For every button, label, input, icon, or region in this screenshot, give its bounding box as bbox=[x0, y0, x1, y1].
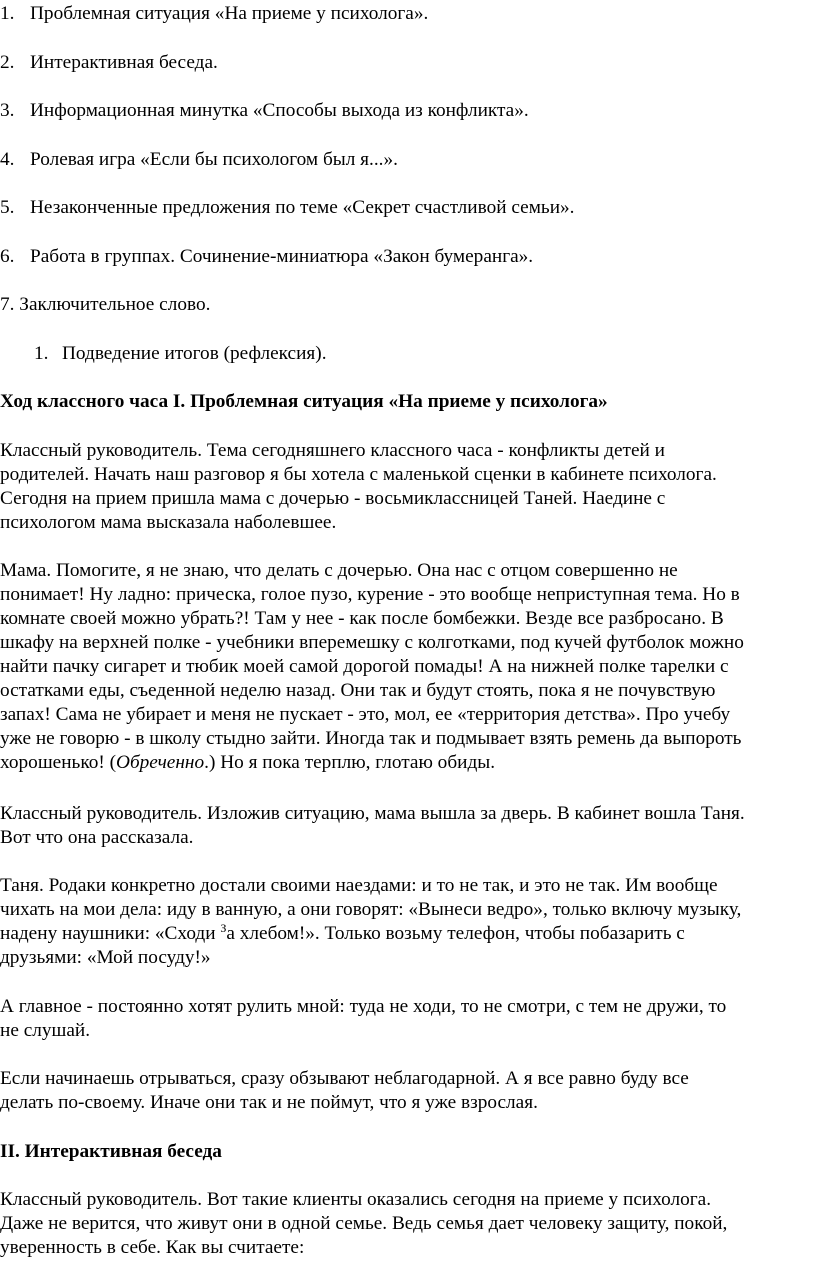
section-heading: Ход классного часа I. Проблемная ситуация «На приеме у психолога» bbox=[0, 391, 608, 412]
italic-remark: Обреченно bbox=[116, 752, 205, 773]
text-line: надену наушники: «Сходи $^З$а хлебом!». Только возьму телефон, чтобы побазарить с bbox=[0, 921, 685, 944]
text-line: друзьями: «Мой посуду!» bbox=[0, 947, 211, 968]
text-line: запах! Сама не убирает и меня не пускает - это, мол, ее «территория детства». Про учебу bbox=[0, 704, 731, 725]
text-line: Таня. Родаки конкретно достали своими наездами: и то не так, и это не так. Им вообще bbox=[0, 875, 718, 896]
agenda-item-text: Информационная минутка «Способы выхода из конфликта». bbox=[30, 100, 529, 121]
agenda-item: 2. Интерактивная беседа. bbox=[0, 52, 218, 73]
text-line: чихать на мои дела: иду в ванную, а они говорят: «Вынеси ведро», только включу музыку, bbox=[0, 899, 742, 920]
agenda-item: 6. Работа в группах. Сочинение-миниатюра «Закон бумеранга». bbox=[0, 246, 534, 267]
paragraph bbox=[0, 874, 814, 970]
sub-item: 1. Подведение итогов (рефлексия). bbox=[34, 343, 327, 364]
text-line: найти пачку сигарет и тюбик моей самой дорогой помады! А на нижней полке тарелки с bbox=[0, 656, 729, 677]
agenda-item: 5. Незаконченные предложения по теме «Секрет счастливой семьи». bbox=[0, 197, 575, 218]
text-line: психологом мама высказала наболевшее. bbox=[0, 512, 337, 533]
text-line: уверенность в себе. Как вы считаете: bbox=[0, 1237, 305, 1258]
text-line: А главное - постоянно хотят рулить мной: туда не ходи, то не смотри, с тем не дружи, то bbox=[0, 996, 727, 1017]
text-line: Вот что она рассказала. bbox=[0, 827, 194, 848]
text-line: хорошенько! (Обреченно.) Но я пока терплю, глотаю обиды. bbox=[0, 752, 496, 773]
paragraph bbox=[0, 559, 814, 775]
paragraph bbox=[0, 1067, 814, 1115]
text-line: делать по-своему. Иначе они так и не поймут, что я уже взрослая. bbox=[0, 1092, 538, 1113]
text-line: не слушай. bbox=[0, 1020, 91, 1041]
agenda-item-text: Работа в группах. Сочинение-миниатюра «Закон бумеранга». bbox=[30, 246, 534, 267]
agenda-item-text: Ролевая игра «Если бы психологом был я...». bbox=[30, 149, 398, 170]
paragraph bbox=[0, 439, 814, 535]
text-line: Мама. Помогите, я не знаю, что делать с дочерью. Она нас с отцом совершенно не bbox=[0, 560, 678, 581]
agenda-item-text: Интерактивная беседа. bbox=[30, 52, 218, 73]
agenda-item: 3. Информационная минутка «Способы выхода из конфликта». bbox=[0, 100, 529, 121]
text-line: Если начинаешь отрываться, сразу обзывают неблагодарной. А я все равно буду все bbox=[0, 1068, 689, 1089]
text-line: родителей. Начать наш разговор я бы хотела с маленькой сценки в кабинете психолога. bbox=[0, 464, 717, 485]
text-line: Классный руководитель. Тема сегодняшнего классного часа - конфликты детей и bbox=[0, 440, 665, 461]
paragraph bbox=[0, 995, 814, 1043]
paragraph bbox=[0, 802, 814, 850]
text-line: Даже не верится, что живут они в одной семье. Ведь семья дает человеку защиту, покой, bbox=[0, 1213, 728, 1234]
agenda-item-text: Незаконченные предложения по теме «Секрет счастливой семьи». bbox=[30, 197, 575, 218]
superscript-mark: З bbox=[220, 921, 227, 935]
text-line: уже не говорю - в школу стыдно зайти. Иногда так и подмывает взять ремень да выпороть bbox=[0, 728, 742, 749]
agenda-item: 4. Ролевая игра «Если бы психологом был я...». bbox=[0, 149, 398, 170]
text-line: понимает! Ну ладно: прическа, голое пузо, курение - это вообще неприступная тема. Но в bbox=[0, 584, 740, 605]
agenda-item: 1. Проблемная ситуация «На приеме у психолога». bbox=[0, 3, 429, 24]
closing-item: 7. Заключительное слово. bbox=[0, 294, 211, 315]
text-line: Классный руководитель. Изложив ситуацию, мама вышла за дверь. В кабинет вошла Таня. bbox=[0, 803, 745, 824]
text-line: Сегодня на прием пришла мама с дочерью - восьмиклассницей Таней. Наедине с bbox=[0, 488, 666, 509]
text-line: шкафу на верхней полке - учебники вперемешку с колготками, под кучей футболок можно bbox=[0, 632, 744, 653]
sub-item-text: Подведение итогов (рефлексия). bbox=[62, 343, 327, 364]
section-heading: II. Интерактивная беседа bbox=[0, 1141, 222, 1162]
agenda-item-text: Проблемная ситуация «На приеме у психолога». bbox=[30, 3, 429, 24]
text-line: Классный руководитель. Вот такие клиенты оказались сегодня на приеме у психолога. bbox=[0, 1189, 712, 1210]
text-line: комнате своей можно убрать?! Там у нее - как после бомбежки. Везде все разбросано. В bbox=[0, 608, 724, 629]
paragraph bbox=[0, 1188, 814, 1260]
text-line: остатками еды, съеденной неделю назад. Они так и будут стоять, пока я не почувствую bbox=[0, 680, 716, 701]
